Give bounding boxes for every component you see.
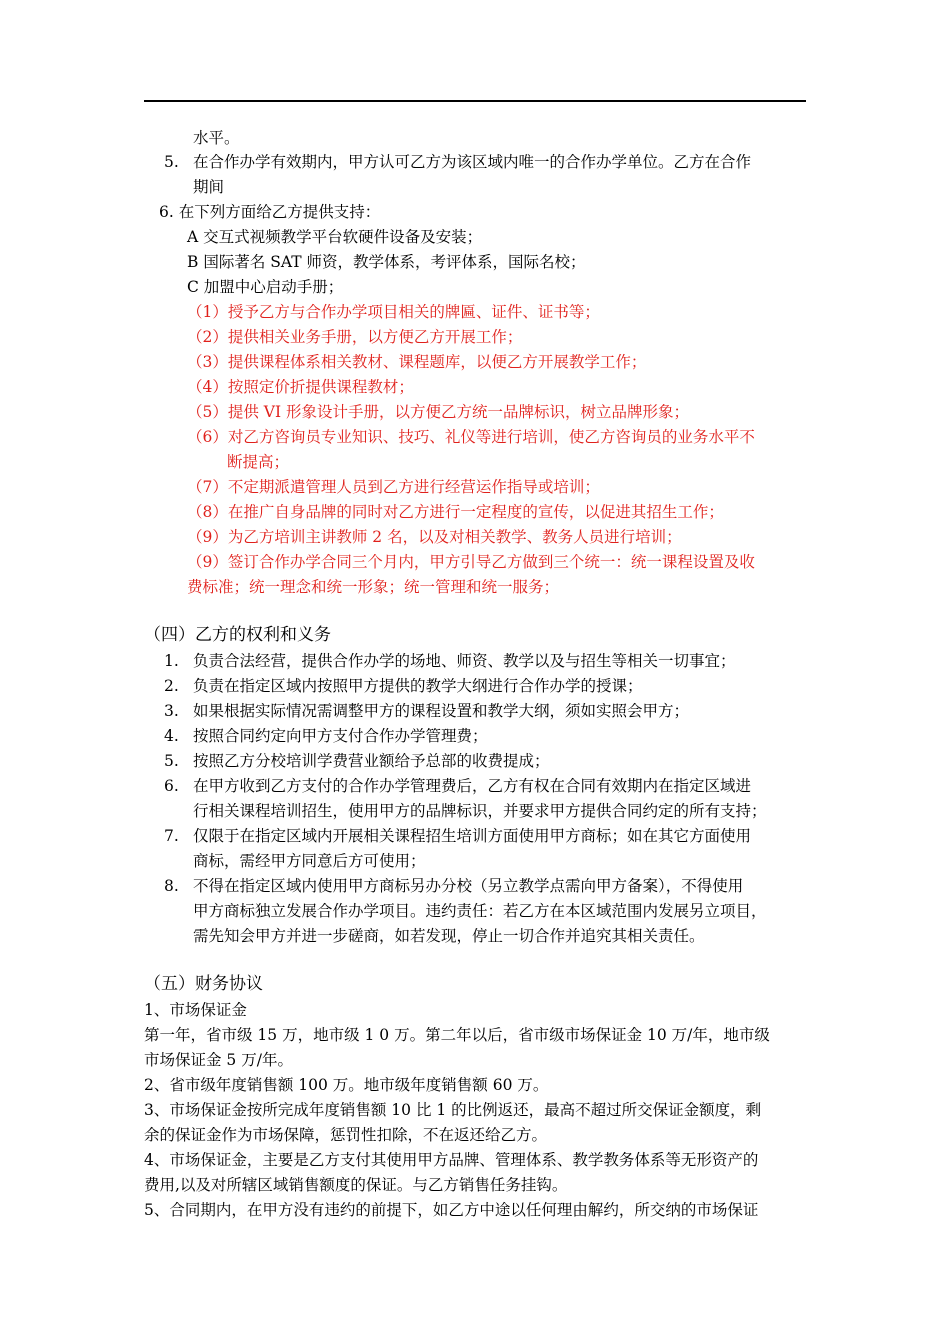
item-5-text: 在合作办学有效期内，甲方认可乙方为该区域内唯一的合作办学单位。乙方在合作 bbox=[193, 153, 752, 171]
obligation-6: 在甲方收到乙方支付的合作办学管理费后，乙方有权在合同有效期内在指定区域进 bbox=[193, 777, 752, 795]
finance-line: 5、合同期内，在甲方没有违约的前提下，如乙方中途以任何理由解约，所交纳的市场保证 bbox=[144, 1201, 759, 1219]
item-5-text-cont: 期间 bbox=[193, 178, 225, 196]
continuation-text: 水平。 bbox=[193, 129, 240, 147]
section-5-heading: （五）财务协议 bbox=[144, 974, 263, 994]
obligation-8: 不得在指定区域内使用甲方商标另办分校（另立教学点需向甲方备案），不得使用 bbox=[193, 877, 744, 895]
obligation-7: 仅限于在指定区域内开展相关课程招生培训方面使用甲方商标；如在其它方面使用 bbox=[193, 827, 752, 845]
item-6-text: 6. 在下列方面给乙方提供支持： bbox=[159, 203, 381, 221]
item-number: 6. bbox=[164, 777, 179, 795]
manual-item-9b-cont: 费标准；统一理念和统一形象；统一管理和统一服务； bbox=[187, 578, 560, 596]
manual-item-4: （4）按照定价折提供课程教材； bbox=[187, 378, 414, 396]
obligation-2: 负责在指定区域内按照甲方提供的教学大纲进行合作办学的授课； bbox=[193, 677, 643, 695]
manual-item-1: （1）授予乙方与合作办学项目相关的牌匾、证件、证书等； bbox=[187, 303, 600, 321]
item-number: 8. bbox=[164, 877, 179, 895]
manual-item-5: （5）提供 VI 形象设计手册，以方便乙方统一品牌标识，树立品牌形象； bbox=[187, 403, 690, 421]
manual-item-6: （6）对乙方咨询员专业知识、技巧、礼仪等进行培训，使乙方咨询员的业务水平不 bbox=[187, 428, 755, 446]
manual-item-9a: （9）为乙方培训主讲教师 2 名，以及对相关教学、教务人员进行培训； bbox=[187, 528, 682, 546]
item-number: 4. bbox=[164, 727, 179, 745]
support-b: B 国际著名 SAT 师资，教学体系，考评体系，国际名校； bbox=[187, 253, 586, 271]
item-number: 3. bbox=[164, 702, 179, 720]
support-c: C 加盟中心启动手册； bbox=[187, 278, 344, 296]
manual-item-3: （3）提供课程体系相关教材、课程题库，以便乙方开展教学工作； bbox=[187, 353, 647, 371]
item-number: 1. bbox=[164, 652, 179, 670]
finance-line: 第一年，省市级 15 万，地市级 1 0 万。第二年以后，省市级市场保证金 10 万/年，地市级 bbox=[144, 1026, 770, 1044]
finance-line: 4、市场保证金，主要是乙方支付其使用甲方品牌、管理体系、教学教务体系等无形资产的 bbox=[144, 1151, 759, 1169]
finance-line: 2、省市级年度销售额 100 万。地市级年度销售额 60 万。 bbox=[144, 1076, 549, 1094]
finance-line: 余的保证金作为市场保障，惩罚性扣除，不在返还给乙方。 bbox=[144, 1126, 548, 1144]
header-rule bbox=[144, 100, 806, 102]
obligation-8-cont: 需先知会甲方并进一步磋商，如若发现，停止一切合作并追究其相关责任。 bbox=[193, 927, 705, 945]
item-number: 5. bbox=[164, 153, 179, 171]
item-number: 5. bbox=[164, 752, 179, 770]
finance-line: 3、市场保证金按所完成年度销售额 10 比 1 的比例返还，最高不超过所交保证金额度，剩 bbox=[144, 1101, 762, 1119]
finance-line: 市场保证金 5 万/年。 bbox=[144, 1051, 293, 1069]
support-a: A 交互式视频教学平台软硬件设备及安装； bbox=[187, 228, 483, 246]
obligation-4: 按照合同约定向甲方支付合作办学管理费； bbox=[193, 727, 488, 745]
finance-line: 1、市场保证金 bbox=[144, 1001, 247, 1019]
manual-item-2: （2）提供相关业务手册，以方便乙方开展工作； bbox=[187, 328, 523, 346]
manual-item-7: （7）不定期派遣管理人员到乙方进行经营运作指导或培训； bbox=[187, 478, 600, 496]
obligation-6-cont: 行相关课程培训招生，使用甲方的品牌标识，并要求甲方提供合同约定的所有支持； bbox=[193, 802, 767, 820]
obligation-7-cont: 商标，需经甲方同意后方可使用； bbox=[193, 852, 426, 870]
section-4-heading: （四）乙方的权利和义务 bbox=[144, 625, 331, 645]
obligation-3: 如果根据实际情况需调整甲方的课程设置和教学大纲，须如实照会甲方； bbox=[193, 702, 690, 720]
obligation-1: 负责合法经营，提供合作办学的场地、师资、教学以及与招生等相关一切事宜； bbox=[193, 652, 736, 670]
finance-line: 费用,以及对所辖区域销售额度的保证。与乙方销售任务挂钩。 bbox=[144, 1176, 568, 1194]
obligation-8-cont: 甲方商标独立发展合作办学项目。违约责任：若乙方在本区域范围内发展另立项目， bbox=[193, 902, 767, 920]
item-number: 2. bbox=[164, 677, 179, 695]
manual-item-9b: （9）签订合作办学合同三个月内，甲方引导乙方做到三个统一：统一课程设置及收 bbox=[187, 553, 755, 571]
manual-item-6-cont: 断提高； bbox=[227, 453, 290, 471]
item-number: 7. bbox=[164, 827, 179, 845]
manual-item-8: （8）在推广自身品牌的同时对乙方进行一定程度的宣传，以促进其招生工作； bbox=[187, 503, 724, 521]
obligation-5: 按照乙方分校培训学费营业额给予总部的收费提成； bbox=[193, 752, 550, 770]
